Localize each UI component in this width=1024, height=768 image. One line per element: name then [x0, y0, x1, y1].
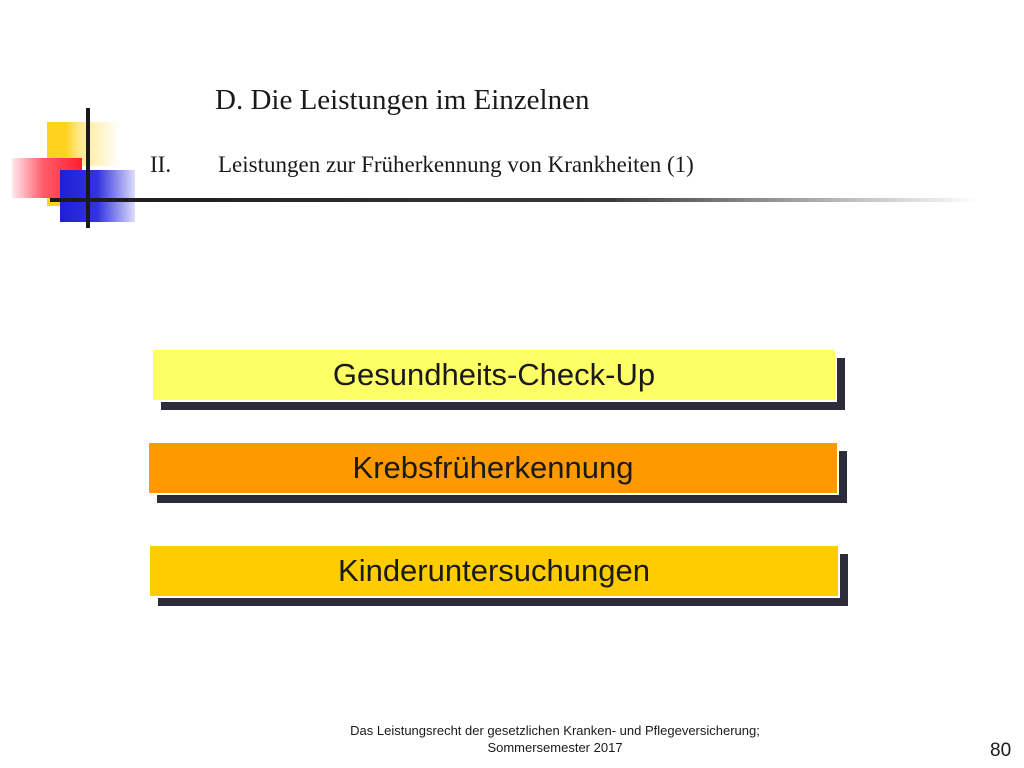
subtitle-number: II.	[150, 152, 172, 177]
page-number: 80	[990, 740, 1012, 761]
box-label: Krebsfrüherkennung	[352, 450, 634, 485]
slide-logo-decoration	[0, 0, 160, 240]
footer-line-1: Das Leistungsrecht der gesetzlichen Kranken- und Pflegeversicherung;	[350, 723, 760, 738]
blue-square-decoration	[60, 170, 135, 222]
subtitle-text: Leistungen zur Früherkennung von Krankheiten (1)	[218, 152, 694, 177]
title-divider-line	[50, 198, 980, 202]
box-label: Gesundheits-Check-Up	[332, 357, 656, 392]
slide-title: D. Die Leistungen im Einzelnen	[215, 84, 590, 116]
box-label: Kinderuntersuchungen	[338, 553, 650, 588]
box-krebsfrueherkennung	[149, 443, 839, 495]
box-gesundheits-check-up	[153, 350, 837, 402]
footer-line-2: Sommersemester 2017	[487, 740, 623, 755]
box-kinderuntersuchungen	[150, 546, 840, 598]
slide-footer	[330, 722, 780, 756]
slide-subtitle	[150, 152, 694, 178]
vertical-line-decoration	[86, 108, 90, 228]
